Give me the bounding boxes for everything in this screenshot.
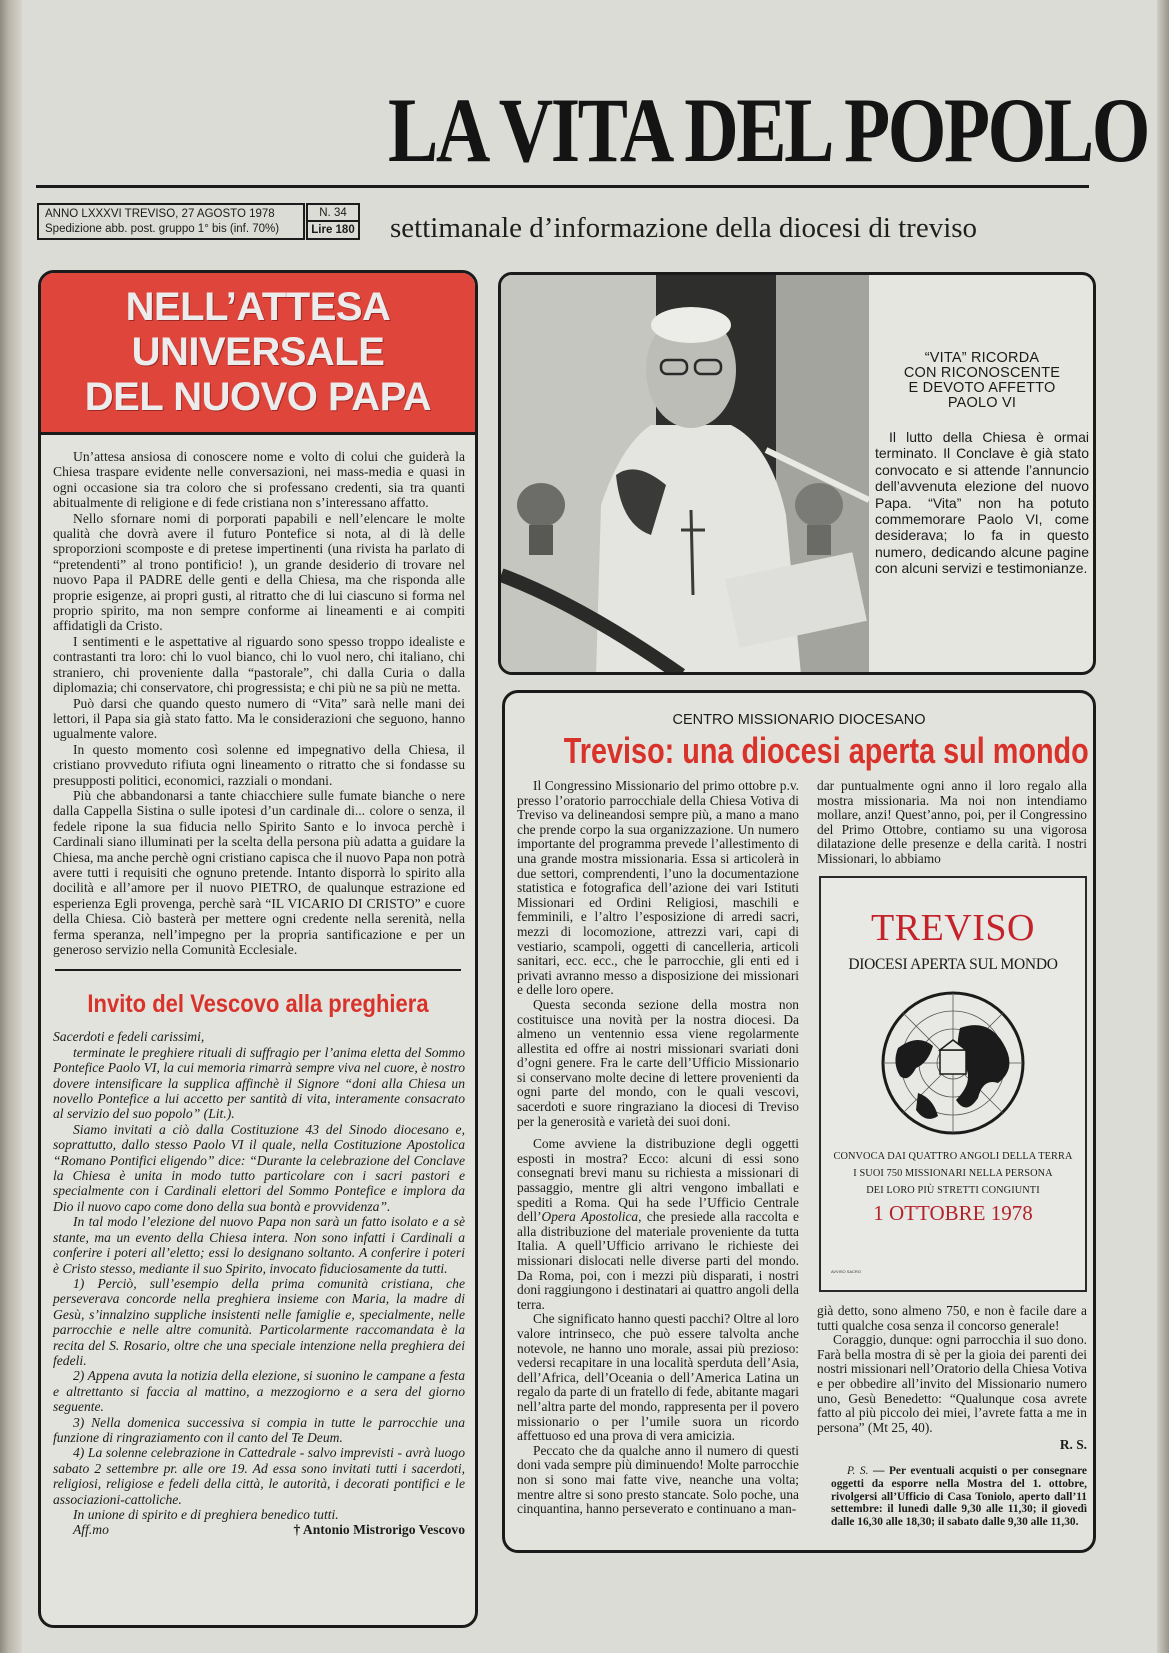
issue-number-box <box>306 203 360 240</box>
issue-date-line: ANNO LXXXVI TREVISO, 27 AGOSTO 1978 <box>45 208 275 220</box>
masthead-rule <box>36 185 1089 188</box>
lead-headline-line: UNIVERSALE <box>131 330 385 374</box>
pope-photo <box>501 275 869 675</box>
paragraph: Il Congressino Missionario del primo ottobre p.v. presso l’oratorio parrocchiale della Chiesa Votiva di Treviso va delineandosi sempre più, a mano a mano che prende corpo la sua organizzazione. Un numero importante del programma prevede l’allestimento di una grande mostra missionaria. Essa si articolerà in due settori, comprendenti, l’uno la documentazione statistica e fotografica dell’azione dei vari Istituti Missionari ed Ordini Religiosi, maschili e femminili, e l’altro l’esposizione di arredi sacri, mezzi di locomozione, attrezzi vari, capi di vestiario, scampoli, oggetti di cancelleria, articoli sanitari, ecc. ecc., che le parrocchie, gli enti ed i privati avranno messo a disposizione dei missionari e delle loro opere. <box>517 778 799 998</box>
text-run: Come avviene la distribuzione degli oggetti esposti in mostra? Ecco: alcuni di essi sono consegnati brevi manu su richiesta a missionari di passaggio, mentre gli altri vengono imballati e spediti a Roma. Qui ha sede l’Ufficio Centrale dell’ <box>517 1136 799 1225</box>
lead-article-body <box>41 435 475 957</box>
bishop-letter-headline: Invito del Vescovo alla preghiera <box>87 990 429 1019</box>
pope-figure-illustration <box>501 275 869 675</box>
caption-title <box>875 351 1089 411</box>
paragraph: In questo momento così solenne ed impegnativo della Chiesa, il cristiano provveduto rifiuta ogni lineamento o ritratto che si fondasse su presupposti politici, economici, razziali o mondani. <box>53 741 465 788</box>
text-run: , che presiede alla raccolta e alla distribuzione del materiale proveniente da tutta Italia. A quell’Ufficio arrivano le richieste dei missionari dislocati nelle diverse parti del mondo. Da Roma, poi, con i mezzi più disparati, i nostri doni raggiungono i destinatari ai quattro angoli della terra. <box>517 1209 799 1312</box>
bishop-signature-row <box>41 1522 475 1538</box>
paragraph: Nello sfornare nomi di porporati papabili e nell’elencare le molte qualità che dovrà avere il futuro Pontefice si nota, al di là delle sproporzioni scomposte e di pretese impertinenti (una rivista ha parlato di “pretendenti” al trono pontificio! ), un grande desiderio di trovare nel nuovo Papa il PADRE delle genti e della Chiesa, ma che risponda alle proprie esigenze, ai propri gusti, al ritratto che di lui ciascuno si forma nel proprio spirito, ma non sempre conforme ai lineamenti e ai compiti affidatigli da Cristo. <box>53 510 465 634</box>
paragraph: terminate le preghiere rituali di suffragio per l’anima eletta del Sommo Pontefice Paolo VI, la cui memoria rimarrà sempre viva nel cuore, è nostro dovere intensificare la supplica affinchè il Signore “doni alla Chiesa un novello Pontefice a lui accetto per santità di vita, interamente consacrato al servizio del suo popolo” (Lit.). <box>53 1044 465 1122</box>
bishop-letter-body <box>41 1029 475 1522</box>
lead-headline-line: NELL’ATTESA <box>125 285 391 329</box>
italic-run: Opera Apostolica <box>541 1209 639 1225</box>
paragraph: 3) Nella domenica successiva si compia in tutte le parrocchie una funzione di ringraziamento con il canto del Te Deum. <box>53 1414 465 1445</box>
mission-left-column <box>517 779 799 1517</box>
mission-kicker: CENTRO MISSIONARIO DIOCESANO <box>672 712 926 728</box>
issue-info-box <box>37 203 305 240</box>
poster-line: DEI LORO PIÙ STRETTI CONGIUNTI <box>866 1185 1040 1196</box>
poster-small-print: AVVISO SACRO <box>831 1269 861 1274</box>
photo-caption <box>875 351 1089 577</box>
page-binding-edge <box>0 0 22 1653</box>
section-divider <box>55 969 461 971</box>
poster-line: CONVOCA DAI QUATTRO ANGOLI DELLA TERRA <box>833 1151 1073 1162</box>
mission-poster <box>819 876 1087 1292</box>
paragraph: Più che abbandonarsi a tante chiacchiere sulle fumate bianche o nere dalla Cappella Sistina o sulle ipotesi d’un cardinale di... colore o senza, il fedele ripone la sua fiducia nello Spirito Santo e lo invoca perchè i Cardinali siano illuminati per la scelta della persona più adatta a guidare la Chiesa, ma anche perchè ogni cristiano capisca che il nuovo Papa non potrà avere tutti i requisiti che ognuno pretende. Intanto disporrà lo spirito alla docilità e all’amore per il nuovo PIETRO, de qualunque estrazione ed esperienza Egli provenga, perchè sarà “IL VICARIO DI CRISTO” e cuore della Chiesa. Ciò basterà per mettere ogni credente nella serenità, nella ferma speranza, nell’impegno per la propria santificazione e per un generoso servizio nella Comunità Ecclesiale. <box>53 787 465 957</box>
caption-body: Il lutto della Chiesa è ormai terminato. Il Conclave è già stato convocato e si attende l’annuncio dell’avvenuta elezione del nuovo Papa. “Vita” non ha potuto commemorare Paolo VI, come desiderava; lo fa in questo numero, dedicando alcune pagine con alcuni servizi e testimonianze. <box>875 429 1089 577</box>
closing: Aff.mo <box>73 1522 109 1538</box>
lead-headline-banner <box>41 273 475 435</box>
paragraph: Coraggio, dunque: ogni parrocchia il suo dono. Farà bella mostra di sè per la gioia dei parenti dei nostri missionari nell’Oratorio della Chiesa Votiva e per obbedire all’invito del Missionario numero uno, Gesù Benedetto: “Qualunque cosa avrete fatto al più piccolo dei miei, l’avrete fatta a me in persona” (Mt 25, 40). <box>817 1332 1087 1435</box>
mission-right-column-top <box>817 779 1087 867</box>
paragraph: I sentimenti e le aspettative al riguardo sono spesso troppo idealiste e contrastanti tra loro: chi lo vuol bianco, chi lo vuol nero, chi italiano, chi straniero, chi proveniente dalla “pastorale”, chi dalla Curia o dalla diplomazia; chi conservatore, chi progressista; e chi più ne sa più ne metta. <box>53 633 465 696</box>
paragraph <box>517 1137 799 1312</box>
newspaper-title: LA VITA DEL POPOLO <box>388 79 1148 181</box>
paragraph: dar puntualmente ogni anno il loro regalo alla mostra missionaria. Ma noi non intendiamo mollare, anzi! Quest’anno, poi, per il Congressino del Primo Ottobre, contiamo su una vigorosa dilatazione delle presenze e della carità. I nostri Missionari, lo abbiamo <box>817 778 1087 866</box>
caption-title-line: E DEVOTO AFFETTO <box>908 380 1056 396</box>
lead-article-box <box>38 270 478 1628</box>
mission-headline: Treviso: una diocesi aperta sul mondo <box>563 730 1089 771</box>
paragraph: Può darsi che quando questo numero di “Vita” sarà nelle mani dei lettori, il Papa sia già stato fatto. Ma le considerazioni che seguono, hanno ugualmente valore. <box>53 695 465 742</box>
ps-text: — Per eventuali acquisti o per consegnare oggetti da esporre nella Mostra del 1. ottobre, rivolgersi all’Ufficio di Casa Toniolo, aperto dall’11 settembre: il lunedì dalle 9,30 alle 11,30; il giovedì dalle 16,30 alle 18,30; il sabato dalle 9,30 alle 11,30. <box>831 1465 1087 1528</box>
newspaper-tagline: settimanale d’informazione della diocesi di treviso <box>390 212 978 244</box>
paragraph: Questa seconda sezione della mostra non costituisce una novità per la nostra diocesi. Da almeno un ventennio essa viene regolarmente allestita ed offre ai nostri missionari svariati doni d’ogni genere. Fra le carte dell’Ufficio Missionario si conservano molte decine di lettere provenienti da ogni parte del mondo, con le quali vescovi, sacerdoti e suore ringraziano la diocesi di Treviso per la generosità e varietà dei suoi doni. <box>517 996 799 1129</box>
page-right-edge <box>1157 0 1169 1653</box>
poster-lines <box>821 1148 1085 1199</box>
postscript <box>817 1465 1087 1528</box>
postal-info-line: Spedizione abb. post. gruppo 1° bis (inf. 70%) <box>45 223 280 235</box>
paragraph: 1) Perciò, sull’esempio della prima comunità cristiana, che perseverava concorde nella preghiera insieme con Maria, la madre di Gesù, s’innalzino suppliche insistenti nelle famiglie e, specialmente, nelle parrocchie e nelle altre comunità. Particolarmente raccomandata è la recita del S. Rosario, oltre che una speciale intenzione nella preghiera dei fedeli. <box>53 1275 465 1368</box>
photo-feature-box <box>498 272 1096 675</box>
ps-label: P. S. <box>847 1465 869 1478</box>
issue-price: Lire 180 <box>311 224 355 236</box>
poster-line: I SUOI 750 MISSIONARI NELLA PERSONA <box>853 1168 1053 1179</box>
salutation: Sacerdoti e fedeli carissimi, <box>53 1029 205 1045</box>
lead-headline-line: DEL NUOVO PAPA <box>84 375 432 419</box>
paragraph: In unione di spirito e di preghiera benedico tutti. <box>73 1507 339 1522</box>
paragraph: Peccato che da qualche anno il numero di questi doni vada sempre più diminuendo! Molte parrocchie non si sono mai fatte vive, neanche una volta; mentre altre si sono presto stancate. Solo poche, una cinquantina, hanno perseverato e continuano a man- <box>517 1442 799 1517</box>
paragraph: In tal modo l’elezione del nuovo Papa non sarà un fatto isolato e a sè stante, ma un evento della Chiesa intera. Non sono infatti i Cardinali a conferire i poteri all’eletto; essi lo designano soltanto. A conferire i poteri è Cristo stesso, mediante il suo Spirito, invocato fiduciosamente da tutti. <box>53 1214 465 1276</box>
author-initials: R. S. <box>1059 1437 1087 1453</box>
mission-right-column-bottom <box>817 1304 1087 1528</box>
globe-icon <box>878 988 1028 1138</box>
paragraph: 4) La solenne celebrazione in Cattedrale - salvo imprevisti - avrà luogo sabato 2 settembre pr. alle ore 19. Ad essa sono invitati tutti i sacerdoti, religiosi, religiose e fedeli della città, le autorità, i decorati pontifici e le associazioni-cattoliche. <box>53 1445 465 1507</box>
paragraph: già detto, sono almeno 750, e non è facile dare a tutti qualche cosa senza il concorso generale! <box>817 1303 1087 1333</box>
paragraph: Un’attesa ansiosa di conoscere nome e volto di colui che guiderà la Chiesa traspare evidente nelle conversazioni, nei mass-media e quasi in ogni occasione sia tra coloro che si professano credenti, sia tra quanti abitualmente di religione e di fede cristiana non s’interessano affatto. <box>53 449 465 511</box>
poster-title: TREVISO <box>871 907 1035 949</box>
paragraph: Siamo invitati a ciò dalla Costituzione 43 del Sinodo diocesano e, soprattutto, dallo stesso Paolo VI il quale, nella Costituzione Apostolica “Romano Pontifici eligendo” dice: “Durante la celebrazione del Conclave la Chiesa è unita in modo tutto particolare con i sacri pastori e specialmente con i Cardinali elettori del Sommo Pontefice e implora da Dio il nuovo capo come dono della sua bontà e provvidenza”. <box>53 1121 465 1214</box>
paragraph: Che significato hanno questi pacchi? Oltre al loro valore intrinseco, che può essere talvolta anche notevole, ne hanno uno morale, assai più prezioso: vedersi recapitare in una località sperduta dell’Asia, dell’Africa, dell’Oceania o dell’America Latina un regalo da parte di un fratello di fede, abitante magari nell’altra parte del mondo, rappresenta per il povero missionario o per l’umile suora un ricordo affettuoso ed una prova di vera amicizia. <box>517 1311 799 1444</box>
caption-title-line: “VITA” RICORDA <box>924 350 1040 366</box>
signature: † Antonio Mistrorigo Vescovo <box>293 1522 465 1538</box>
mission-article-box <box>502 690 1096 1553</box>
paragraph: 2) Appena avuta la notizia della elezione, si suonino le campane a festa e altrettanto si faccia al mattino, a mezzogiorno e a sera del giorno seguente. <box>53 1368 465 1415</box>
poster-subtitle: DIOCESI APERTA SUL MONDO <box>848 956 1058 973</box>
issue-number: N. 34 <box>308 205 358 222</box>
caption-title-line: PAOLO VI <box>947 395 1017 411</box>
poster-date: 1 OTTOBRE 1978 <box>873 1201 1033 1225</box>
caption-title-line: CON RICONOSCENTE <box>903 365 1061 381</box>
